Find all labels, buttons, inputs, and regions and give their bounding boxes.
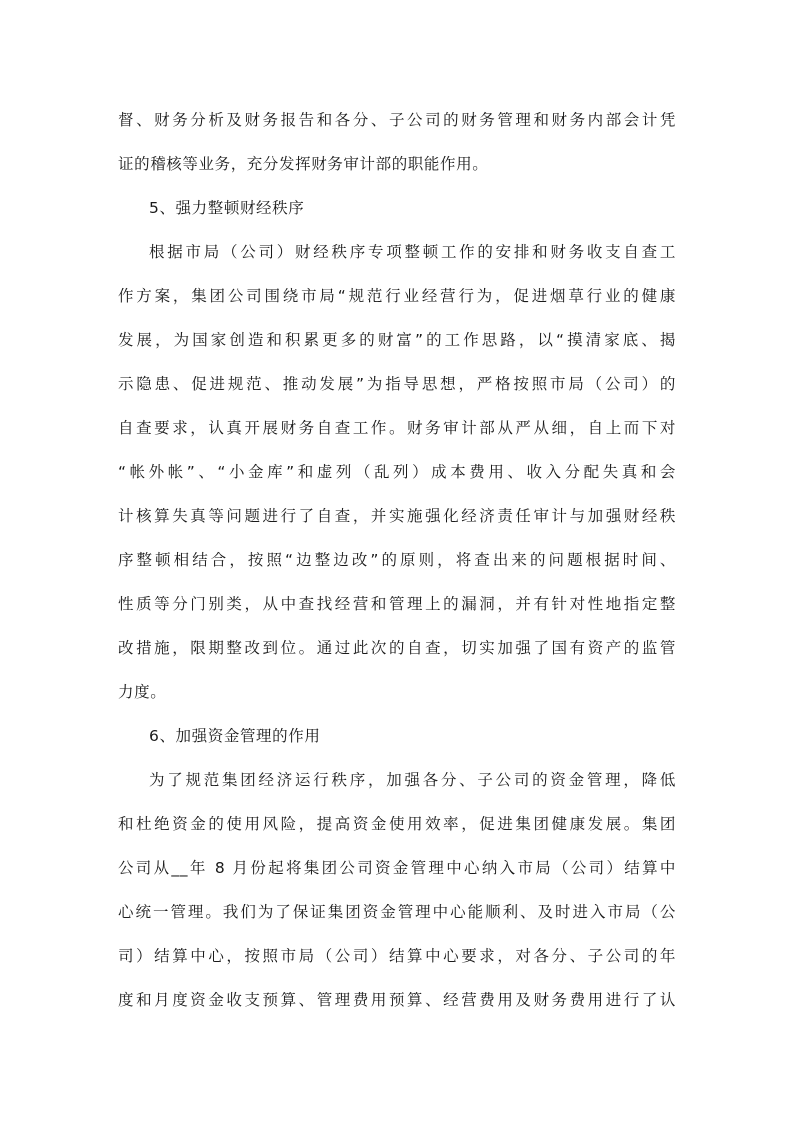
text-line: 改措施，限期整改到位。通过此次的自查，切实加强了国有资产的监管 bbox=[118, 639, 676, 657]
text-line: 和杜绝资金的使用风险，提高资金使用效率，促进集团健康发展。集团 bbox=[118, 815, 676, 833]
text-line: 示隐患、促进规范、推动发展”为指导思想，严格按照市局（公司）的 bbox=[118, 375, 676, 393]
text-line: 序整顿相结合，按照“边整边改”的原则，将查出来的问题根据时间、 bbox=[118, 551, 676, 569]
text-line: 自查要求，认真开展财务自查工作。财务审计部从严从细，自上而下对 bbox=[118, 419, 676, 437]
section-heading: 6、加强资金管理的作用 bbox=[149, 727, 321, 745]
text-line: 公司从__年 8 月份起将集团公司资金管理中心纳入市局（公司）结算中 bbox=[118, 859, 676, 877]
text-line: 计核算失真等问题进行了自查，并实施强化经济责任审计与加强财经秩 bbox=[118, 507, 676, 525]
section-heading: 5、强力整顿财经秩序 bbox=[149, 199, 305, 217]
text-line: 发展，为国家创造和积累更多的财富”的工作思路，以“摸清家底、揭 bbox=[118, 331, 676, 349]
text-line: “帐外帐”、“小金库”和虚列（乱列）成本费用、收入分配失真和会 bbox=[118, 463, 676, 481]
text-line: 证的稽核等业务，充分发挥财务审计部的职能作用。 bbox=[118, 155, 489, 173]
text-line: 力度。 bbox=[118, 683, 167, 701]
text-line: 度和月度资金收支预算、管理费用预算、经营费用及财务费用进行了认 bbox=[118, 991, 676, 1009]
text-line: 作方案，集团公司围绕市局“规范行业经营行为，促进烟草行业的健康 bbox=[118, 287, 676, 305]
text-line: 性质等分门别类，从中查找经营和管理上的漏洞，并有针对性地指定整 bbox=[118, 595, 676, 613]
paragraph-first-line: 为了规范集团经济运行秩序，加强各分、子公司的资金管理，降低 bbox=[149, 771, 676, 789]
document-body bbox=[118, 98, 676, 1022]
text-line: 司）结算中心，按照市局（公司）结算中心要求，对各分、子公司的年 bbox=[118, 947, 676, 965]
text-line: 心统一管理。我们为了保证集团资金管理中心能顺利、及时进入市局（公 bbox=[118, 903, 676, 921]
paragraph-first-line: 根据市局（公司）财经秩序专项整顿工作的安排和财务收支自查工 bbox=[149, 243, 676, 261]
text-line: 督、财务分析及财务报告和各分、子公司的财务管理和财务内部会计凭 bbox=[118, 111, 676, 129]
